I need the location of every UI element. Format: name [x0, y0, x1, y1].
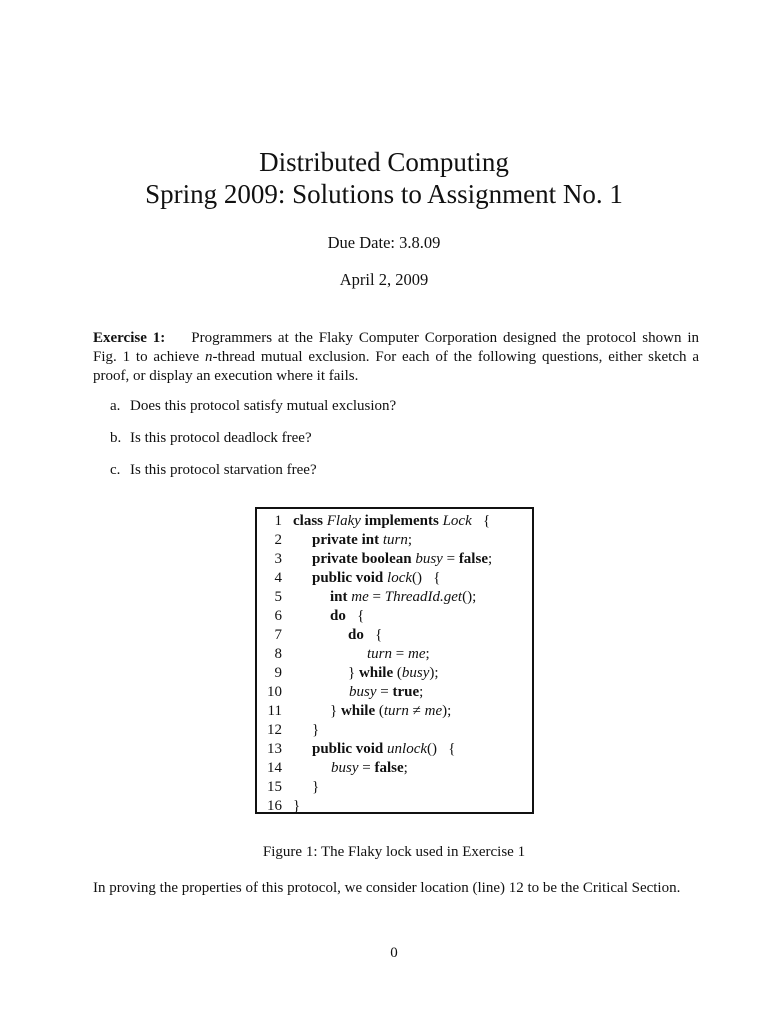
operator: =	[368, 589, 385, 605]
line-number: 13	[267, 741, 282, 757]
code-line	[257, 531, 532, 550]
operator: =	[442, 551, 459, 567]
punctuation: ;	[487, 551, 493, 567]
function-call: ThreadId.get	[384, 589, 463, 605]
question-b	[110, 429, 312, 448]
variable: me	[351, 589, 369, 605]
operator: =	[392, 646, 408, 662]
line-number: 8	[274, 646, 282, 662]
brace: {	[433, 570, 441, 586]
question-label: c.	[110, 462, 121, 478]
code-line	[257, 778, 532, 797]
code-line	[257, 550, 532, 569]
code-line	[257, 797, 532, 816]
punctuation: ()	[427, 741, 438, 757]
variable: me	[407, 646, 426, 662]
code-line	[257, 512, 532, 531]
line-number: 15	[267, 779, 282, 795]
line-number: 1	[274, 513, 282, 529]
variable: busy	[415, 551, 443, 567]
code-line	[257, 721, 532, 740]
document-title-line-2: Spring 2009: Solutions to Assignment No. 1	[145, 179, 623, 209]
line-number: 5	[274, 589, 282, 605]
punctuation: (	[393, 665, 402, 681]
variable: busy	[349, 684, 377, 700]
document-title-line-1: Distributed Computing	[259, 147, 509, 177]
punctuation: );	[429, 665, 439, 681]
variable: busy	[401, 665, 430, 681]
exercise-label: Exercise 1:	[93, 330, 166, 346]
brace: }	[330, 703, 338, 719]
exercise-n: n	[205, 349, 213, 365]
keyword: implements	[364, 513, 439, 529]
brace: {	[375, 627, 383, 643]
function-name: unlock	[387, 741, 428, 757]
question-text: Is this protocol starvation free?	[130, 462, 317, 478]
keyword: do	[330, 608, 346, 624]
page-number: 0	[390, 945, 398, 961]
brace: {	[357, 608, 365, 624]
code-line	[257, 645, 532, 664]
due-date: Due Date: 3.8.09	[327, 233, 441, 252]
line-number: 2	[274, 532, 282, 548]
line-number: 11	[267, 703, 282, 719]
line-number: 12	[267, 722, 282, 738]
variable: turn	[383, 703, 409, 719]
keyword: false	[374, 760, 404, 776]
line-number: 6	[274, 608, 282, 624]
keyword: int	[330, 589, 348, 605]
brace: }	[312, 722, 320, 738]
question-label: b.	[110, 430, 122, 446]
code-line	[257, 626, 532, 645]
proof-intro-paragraph: In proving the properties of this protocol, we consider location (line) 12 to be the Critical Section.	[93, 880, 681, 896]
operator: =	[376, 684, 393, 700]
question-c	[110, 461, 317, 480]
keyword: false	[458, 551, 488, 567]
code-line	[257, 683, 532, 702]
punctuation: ;	[425, 646, 430, 662]
brace: }	[312, 779, 320, 795]
brace: {	[448, 741, 456, 757]
brace: }	[348, 665, 356, 681]
exercise-text-2: -thread mutual exclusion. For each of the following questions, either sketch a proof, or display an execution where it fails.	[93, 349, 699, 384]
line-number: 4	[274, 570, 282, 586]
brace: }	[293, 798, 301, 814]
punctuation: ;	[403, 760, 408, 776]
punctuation: ;	[419, 684, 424, 700]
operator: ≠	[408, 703, 425, 719]
punctuation: ;	[407, 532, 413, 548]
document-date: April 2, 2009	[339, 270, 429, 289]
punctuation: ()	[412, 570, 423, 586]
code-line	[257, 702, 532, 721]
question-label: a.	[110, 398, 121, 414]
question-a	[110, 397, 396, 416]
punctuation: ();	[462, 589, 477, 605]
variable: busy	[331, 760, 359, 776]
punctuation: (	[375, 703, 384, 719]
code-line	[257, 588, 532, 607]
line-number: 7	[274, 627, 282, 643]
line-number: 9	[274, 665, 282, 681]
question-text: Is this protocol deadlock free?	[130, 430, 312, 446]
code-figure-box	[255, 507, 534, 814]
keyword: private int	[312, 532, 380, 548]
interface-name: Lock	[442, 513, 472, 529]
question-text: Does this protocol satisfy mutual exclusion?	[130, 398, 397, 414]
code-line	[257, 569, 532, 588]
code-line	[257, 740, 532, 759]
exercise-text-1: Programmers at the Flaky Computer Corporation designed the protocol shown in Fig. 1 to achieve	[93, 330, 699, 365]
operator: =	[358, 760, 375, 776]
code-line	[257, 664, 532, 683]
keyword: while	[340, 703, 376, 719]
variable: me	[424, 703, 443, 719]
keyword: do	[348, 627, 364, 643]
code-line	[257, 607, 532, 626]
variable: turn	[382, 532, 408, 548]
figure-caption: Figure 1: The Flaky lock used in Exercise 1	[262, 844, 526, 860]
brace: {	[483, 513, 491, 529]
line-number: 16	[267, 798, 282, 814]
line-number: 3	[274, 551, 282, 567]
keyword: public void	[312, 570, 384, 586]
class-name: Flaky	[326, 513, 361, 529]
line-number: 10	[267, 684, 282, 700]
variable: turn	[367, 646, 393, 662]
keyword: true	[392, 684, 420, 700]
keyword: public void	[312, 741, 384, 757]
exercise-paragraph	[93, 329, 699, 386]
code-line	[257, 759, 532, 778]
function-name: lock	[387, 570, 413, 586]
keyword: while	[358, 665, 394, 681]
keyword: private boolean	[312, 551, 412, 567]
keyword: class	[293, 513, 323, 529]
punctuation: );	[442, 703, 452, 719]
line-number: 14	[267, 760, 282, 776]
